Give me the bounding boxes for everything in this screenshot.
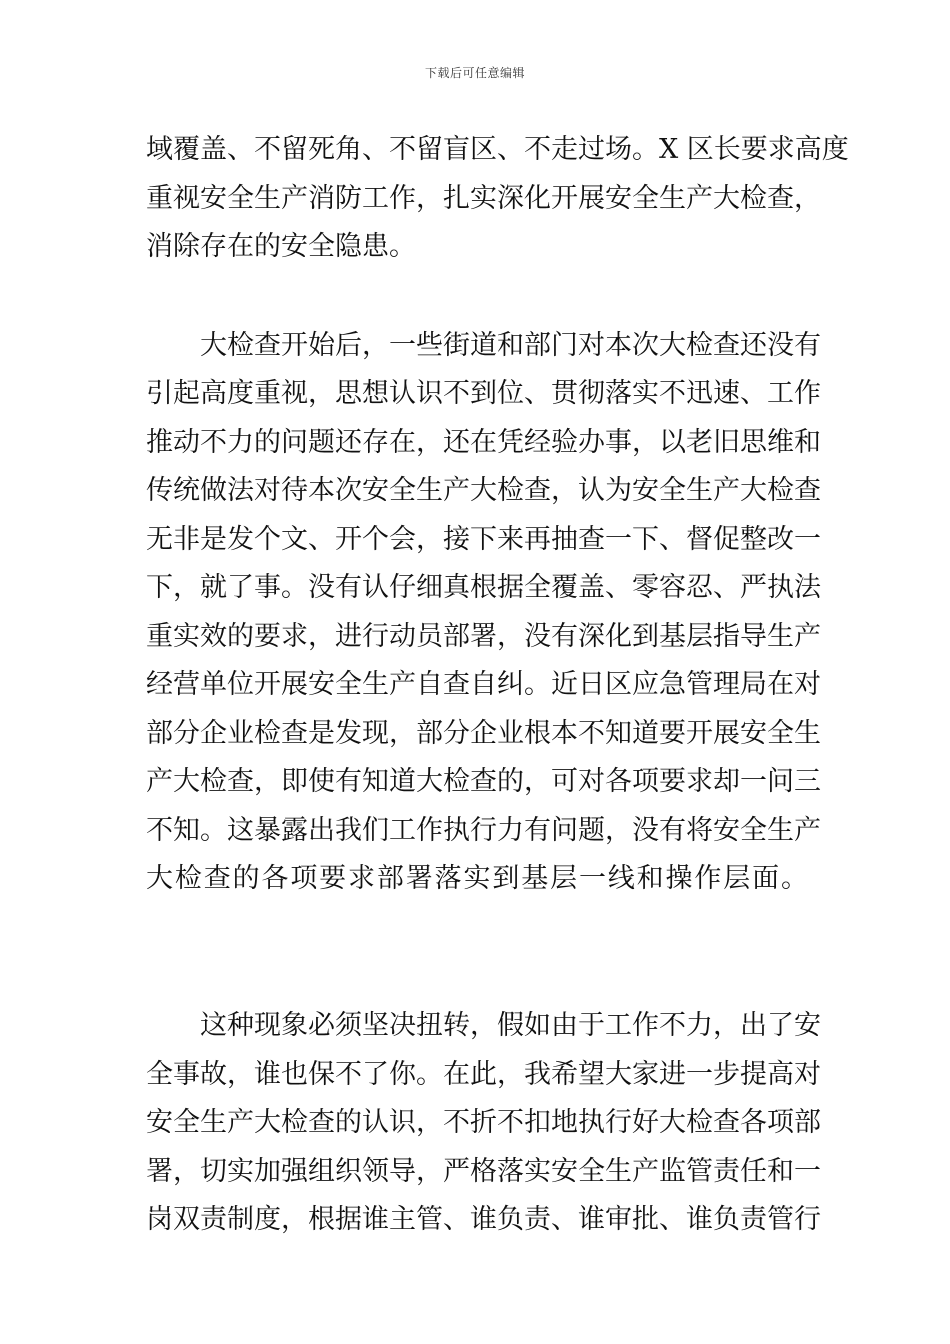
text-line [146,904,808,953]
text-line: 重实效的要求，进行动员部署，没有深化到基层指导生产 [146,620,821,652]
text-line: 岗双责制度，根据谁主管、谁负责、谁审批、谁负责管行 [146,1204,821,1235]
text-line: 下，就了事。没有认仔细真根据全覆盖、零容忍、严执法 [146,572,821,603]
text-line: 部分企业检查是发现，部分企业根本不知道要开展安全生 [146,717,821,749]
page-header: 下载后可任意编辑 [424,66,525,80]
text-line: 推动不力的问题还存在，还在凭经验办事，以老旧思维和 [146,426,821,458]
text-line: 经营单位开展安全生产自查自纠。近日区应急管理局在对 [146,669,821,700]
text-line: 重视安全生产消防工作，扎实深化开展安全生产大检查， [146,182,821,214]
document-body [146,126,849,1245]
text-line: 这种现象必须坚决扭转，假如由于工作不力，出了安 [146,1010,821,1041]
text-line: 大检查的各项要求部署落实到基层一线和操作层面。 [146,863,808,894]
text-line: 引起高度重视，思想认识不到位、贯彻落实不迅速、工作 [146,378,821,409]
text-line: 消除存在的安全隐患。 [146,231,416,262]
text-line: 产大检查，即使有知道大检查的，可对各项要求却一问三 [146,766,821,797]
text-line: 域覆盖、不留死角、不留盲区、不走过场。X 区长要求高度 [146,134,849,165]
text-line: 无非是发个文、开个会，接下来再抽查一下、督促整改一 [146,523,821,555]
text-line: 传统做法对待本次安全生产大检查，认为安全生产大检查 [146,475,821,506]
paragraph-3 [146,1002,821,1245]
paragraph-1 [146,126,849,272]
text-line: 安全生产大检查的认识，不折不扣地执行好大检查各项部 [146,1107,821,1138]
text-line: 署，切实加强组织领导，严格落实安全生产监管责任和一 [146,1155,821,1187]
text-line: 不知。这暴露出我们工作执行力有问题，没有将安全生产 [146,814,821,846]
text-line: 全事故，谁也保不了你。在此，我希望大家进一步提高对 [146,1058,821,1090]
paragraph-2 [146,322,821,953]
text-line: 大检查开始后，一些街道和部门对本次大检查还没有 [146,329,821,361]
